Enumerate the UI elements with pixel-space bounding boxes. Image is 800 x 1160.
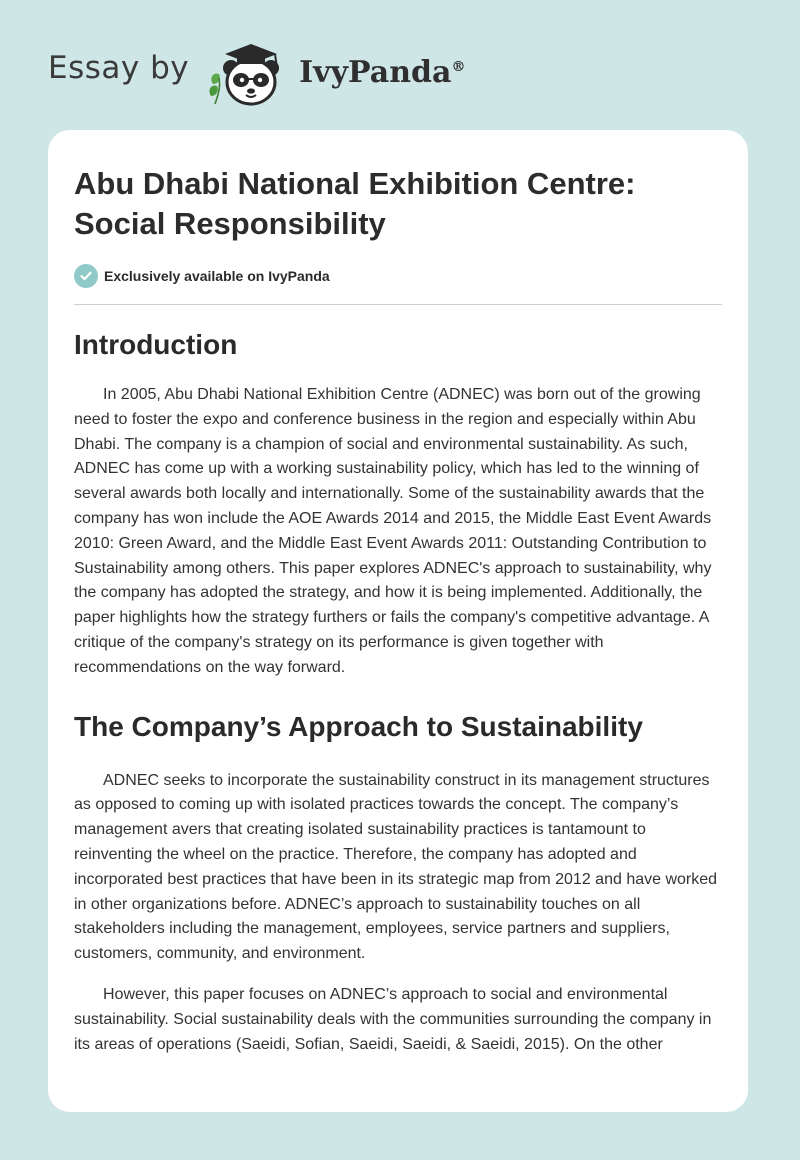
exclusive-badge-text: Exclusively available on IvyPanda — [104, 268, 330, 284]
divider — [74, 304, 722, 305]
paragraph: ADNEC seeks to incorporate the sustainability construct in its management structures as opposed to coming up with isolated practices towards the concept. The company’s management avers that creating isolated sustainability practices is tantamount to reinventing the wheel on the practice. Therefore, the company has adopted and incorporated best practices that have been in its strategic map from 2012 and have worked in other organizations before. ADNEC’s approach to sustainability touches on all stakeholders including the management, employees, service partners and suppliers, customers, community, and environment. — [74, 771, 718, 963]
checkmark-icon — [74, 264, 98, 288]
essay-by-label: Essay by — [48, 50, 190, 86]
section-heading-approach: The Company’s Approach to Sustainability — [74, 710, 643, 742]
brand-header — [48, 38, 465, 108]
brand-name[interactable]: IvyPanda® — [299, 54, 466, 90]
page-title: Abu Dhabi National Exhibition Centre: Social Responsibility — [74, 166, 636, 241]
ivypanda-logo-icon[interactable] — [205, 38, 293, 108]
section-heading-introduction: Introduction — [74, 329, 238, 360]
essay-card — [48, 130, 748, 1112]
paragraph: However, this paper focuses on ADNEC’s approach to social and environmental sustainability. Social sustainability deals with the communities surrounding the company in its areas of operations (Saeidi, Sofian, Saeidi, Saeidi, & Saeidi, 2015). On the other — [74, 985, 712, 1053]
paragraph: In 2005, Abu Dhabi National Exhibition Centre (ADNEC) was born out of the growing need to foster the expo and conference business in the region and especially within Abu Dhabi. The company is a champion of social and environmental sustainability. As such, ADNEC has come up with a working sustainability policy, which has led to the winning of several awards both locally and internationally. Some of the sustainability awards that the company has won include the AOE Awards 2014 and 2015, the Middle East Event Awards 2010: Green Award, and the Middle East Event Awards 2011: Outstanding Contribution to Sustainability among others. This paper explores ADNEC's approach to sustainability, why the company has adopted the strategy, and how it is being implemented. Additionally, the paper highlights how the strategy furthers or fails the company's competitive advantage. A critique of the company's strategy on its performance is given together with recommendations on the way forward. — [74, 386, 712, 676]
exclusive-badge — [74, 264, 722, 288]
